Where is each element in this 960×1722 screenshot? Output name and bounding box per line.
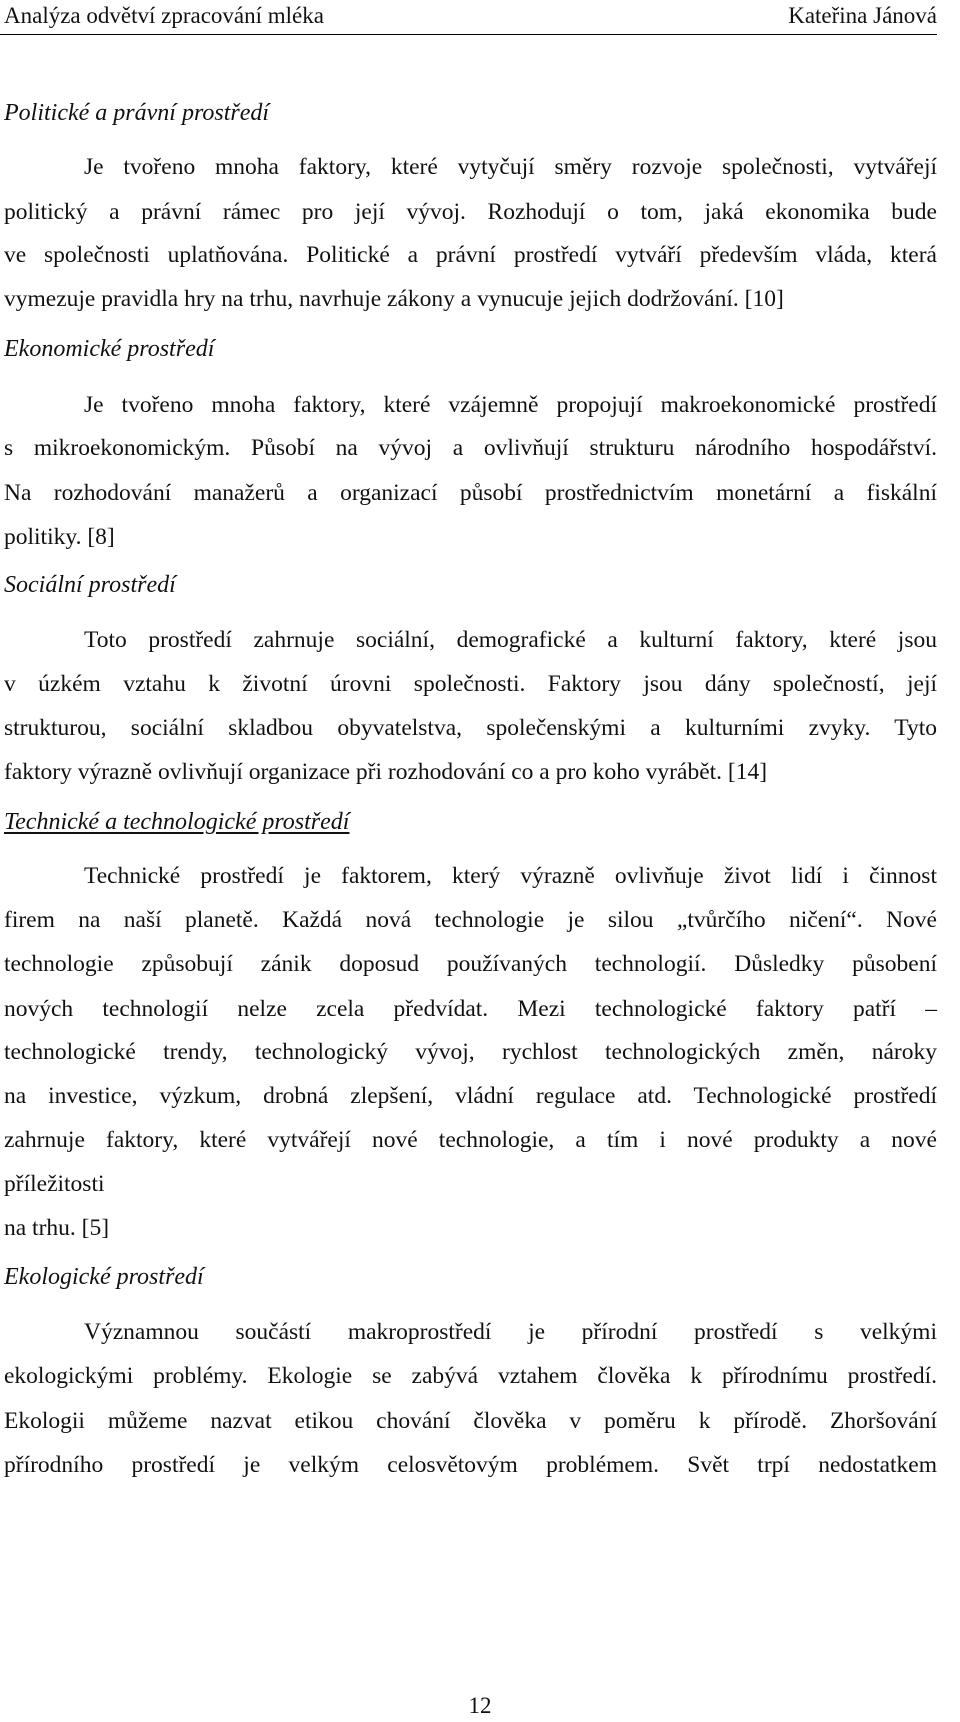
- heading-political-legal: Politické a právní prostředí: [4, 100, 270, 126]
- paragraph-line: s mikroekonomickým. Působí na vývoj a ovlivňují strukturu národního hospodářství.: [4, 435, 937, 461]
- paragraph-line: nových technologií nelze zcela předvídat. Mezi technologické faktory patří –: [4, 996, 937, 1022]
- running-header: [0, 0, 937, 35]
- paragraph-line: Toto prostředí zahrnuje sociální, demografické a kulturní faktory, které jsou: [84, 627, 937, 653]
- paragraph-line: firem na naší planetě. Každá nová technologie je silou „tvůrčího ničení“. Nové: [4, 907, 937, 933]
- paragraph-line: příležitosti: [4, 1171, 105, 1197]
- heading-social: Sociální prostředí: [4, 572, 176, 598]
- paragraph-line: vymezuje pravidla hry na trhu, navrhuje zákony a vynucuje jejich dodržování. [10]: [4, 286, 784, 312]
- paragraph-line: Je tvořeno mnoha faktory, které vzájemně propojují makroekonomické prostředí: [84, 392, 937, 418]
- paragraph-line: Na rozhodování manažerů a organizací působí prostřednictvím monetární a fiskální: [4, 480, 937, 506]
- paragraph-line: zahrnuje faktory, které vytvářejí nové technologie, a tím i nové produkty a nové: [4, 1127, 937, 1153]
- paragraph-line: faktory výrazně ovlivňují organizace při rozhodování co a pro koho vyrábět. [14]: [4, 759, 768, 785]
- paragraph-line: ekologickými problémy. Ekologie se zabývá vztahem člověka k přírodnímu prostředí.: [4, 1363, 937, 1389]
- paragraph-line: na trhu. [5]: [4, 1215, 110, 1241]
- paragraph-line: ve společnosti uplatňována. Politické a právní prostředí vytváří především vláda, která: [4, 242, 937, 268]
- heading-economic: Ekonomické prostředí: [4, 336, 215, 362]
- paragraph-line: technologie způsobují zánik doposud používaných technologií. Důsledky působení: [4, 951, 937, 977]
- paragraph-line: Technické prostředí je faktorem, který výrazně ovlivňuje život lidí i činnost: [84, 863, 937, 889]
- paragraph-line: na investice, výzkum, drobná zlepšení, vládní regulace atd. Technologické prostředí: [4, 1083, 937, 1109]
- paragraph-line: politický a právní rámec pro její vývoj. Rozhodují o tom, jaká ekonomika bude: [4, 199, 937, 225]
- paragraph-line: strukturou, sociální skladbou obyvatelstva, společenskými a kulturními zvyky. Tyto: [4, 715, 937, 741]
- paragraph-line: politiky. [8]: [4, 524, 115, 550]
- paragraph-line: Ekologii můžeme nazvat etikou chování člověka v poměru k přírodě. Zhoršování: [4, 1408, 937, 1434]
- paragraph-line: technologické trendy, technologický vývoj, rychlost technologických změn, nároky: [4, 1039, 937, 1065]
- paragraph-line: Významnou součástí makroprostředí je přírodní prostředí s velkými: [84, 1319, 937, 1345]
- page-number: 12: [468, 1693, 492, 1718]
- heading-ecological: Ekologické prostředí: [4, 1264, 204, 1290]
- header-document-title: Analýza odvětví zpracování mléka: [4, 3, 324, 28]
- paragraph-line: Je tvořeno mnoha faktory, které vytyčují směry rozvoje společnosti, vytvářejí: [84, 154, 937, 180]
- paragraph-line: v úzkém vztahu k životní úrovni společnosti. Faktory jsou dány společností, její: [4, 671, 937, 697]
- header-author: Kateřina Jánová: [788, 3, 937, 28]
- paragraph-line: přírodního prostředí je velkým celosvětovým problémem. Svět trpí nedostatkem: [4, 1452, 937, 1478]
- heading-technical-technological: Technické a technologické prostředí: [4, 809, 350, 835]
